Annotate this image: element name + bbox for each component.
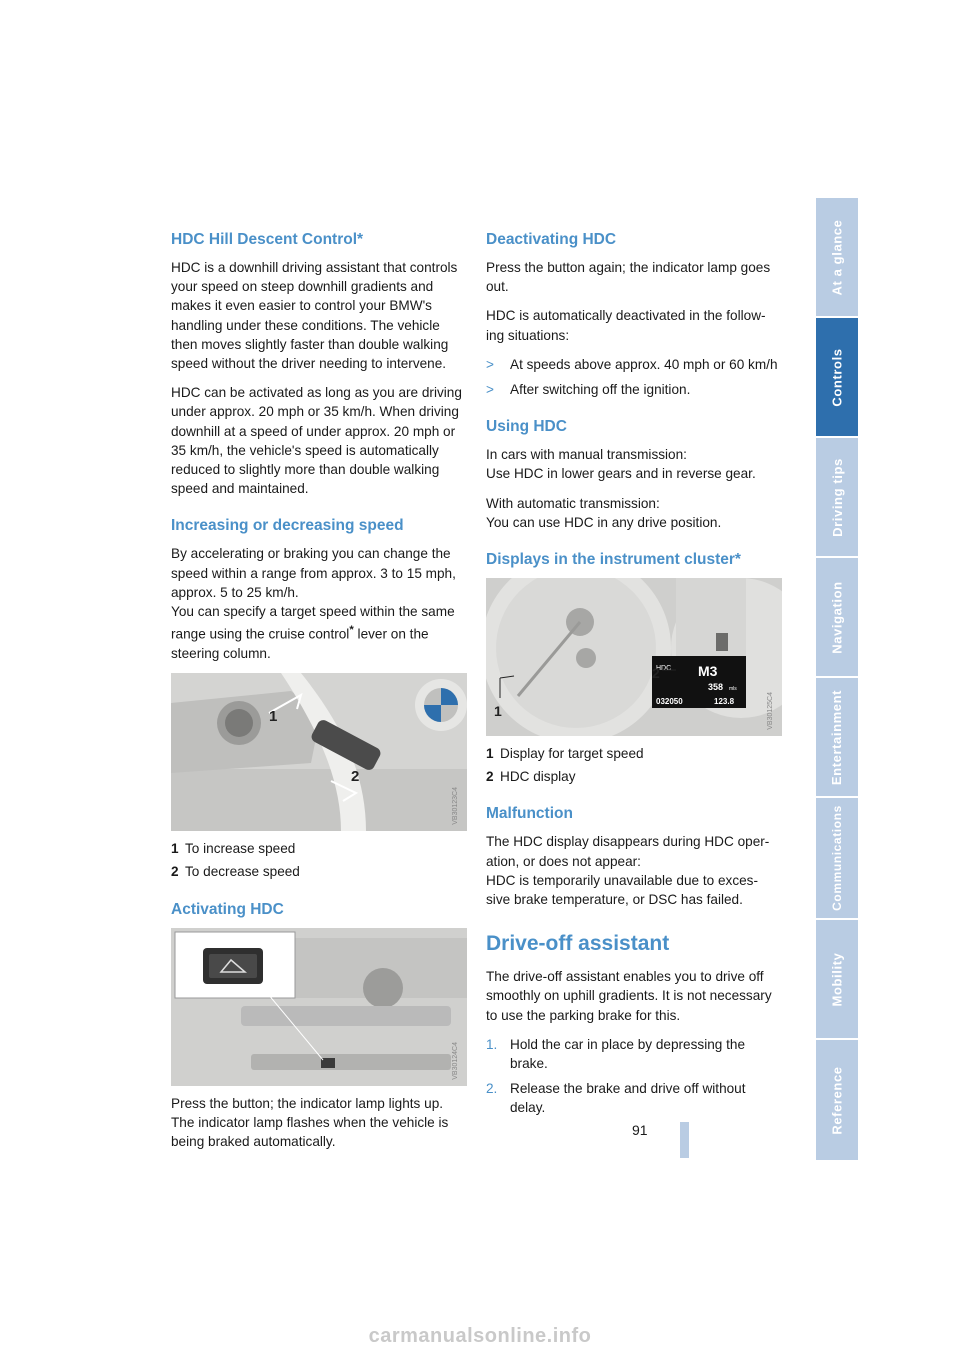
tab-navigation[interactable] — [816, 558, 858, 676]
legend-number: 1 — [171, 841, 179, 857]
step-item — [486, 1079, 782, 1117]
screen-trip: 123.8 — [714, 697, 735, 707]
using-paragraph-2 — [486, 494, 782, 532]
svg-text:1: 1 — [269, 708, 278, 726]
hdc-button-figure — [171, 928, 467, 1086]
tab-at-a-glance[interactable] — [816, 198, 858, 316]
step-item — [486, 1035, 782, 1073]
steering-column-lever-figure — [171, 673, 467, 831]
legend-text: Display for target speed — [500, 746, 644, 762]
legend-text: To decrease speed — [185, 864, 300, 880]
using-text-d: You can use HDC in any drive position. — [486, 514, 722, 530]
center-console-illustration — [171, 928, 467, 1086]
hdc-paragraph-1: HDC is a downhill driving assistant that controls your speed on steep downhill gradients and makes it even easier to control your BMW's handling under these conditions. The vehicle then moves slightly faster than double walking speed without the driver needing to intervene. — [171, 260, 458, 372]
speed-text-a: By accelerating or braking you can change the speed within a range from approx. 3 to 15 mph, approx. 5 to 25 km/h. — [171, 546, 456, 600]
legend-item — [171, 839, 467, 858]
using-title: Using HDC — [486, 418, 567, 436]
fig3-legend — [486, 744, 782, 786]
using-paragraph-1 — [486, 445, 782, 483]
tab-communications[interactable] — [816, 798, 858, 918]
tab-driving-tips[interactable] — [816, 438, 858, 556]
legend-text: To increase speed — [185, 841, 296, 857]
screen-unit: mls — [729, 686, 737, 693]
step-text: Release the brake and drive off without delay. — [510, 1081, 746, 1116]
deactivating-title: Deactivating HDC — [486, 231, 617, 248]
tab-label: At a glance — [829, 219, 845, 295]
using-text-c: With automatic transmission: — [486, 495, 660, 511]
tab-label: Driving tips — [829, 457, 845, 537]
screen-badge: HDC — [656, 665, 672, 673]
right-column — [486, 230, 782, 1124]
tab-label: Navigation — [829, 580, 845, 654]
tab-label: Entertainment — [829, 689, 845, 785]
hdc-paragraph-2: HDC can be activated as long as you are driving under approx. 20 mph or 35 km/h. When driving downhill at a speed of under approx. 20 mph or 35 km/h, the vehicle's speed is automatically reduced to slightly more than double walking speed and maintained. — [171, 385, 462, 497]
callout-2: 2 — [652, 665, 660, 682]
legend-number: 2 — [486, 769, 494, 785]
legend-text: HDC display — [500, 769, 576, 785]
tab-controls[interactable] — [816, 318, 858, 436]
figure-code: VB30123C4 — [451, 787, 459, 826]
instrument-cluster-figure — [486, 578, 782, 736]
bullet-text: After switching off the ignition. — [510, 382, 691, 398]
callout-1: 1 — [494, 703, 502, 720]
watermark: carmanualsonline.info — [368, 1325, 592, 1347]
bullet-mark: > — [486, 382, 494, 398]
deactivating-paragraph-1: Press the button again; the indicator lamp goes out. — [486, 260, 771, 295]
tab-mobility[interactable] — [816, 920, 858, 1038]
legend-item — [486, 767, 782, 786]
screen-gear: M3 — [698, 663, 718, 680]
malfunction-title: Malfunction — [486, 805, 573, 823]
speed-text-c: lever on the steering column. — [171, 626, 429, 661]
page-marker — [680, 1122, 689, 1158]
step-number: 2. — [486, 1081, 498, 1097]
activating-title: Activating HDC — [171, 900, 284, 918]
speed-text-b: You can specify a target speed within the same range using the cruise control — [171, 604, 455, 642]
instrument-cluster-illustration — [486, 578, 782, 736]
tab-label: Mobility — [829, 952, 845, 1006]
steering-lever-illustration — [171, 673, 467, 831]
screen-odometer: 032050 — [656, 697, 683, 707]
tab-label: Communications — [830, 805, 844, 911]
tab-entertainment[interactable] — [816, 678, 858, 796]
malfunction-text-b: HDC is temporarily unavailable due to exces-sive brake temperature, or DSC has failed. — [486, 872, 758, 908]
malfunction-text-a: The HDC display disappears during HDC oper-ation, or does not appear: — [486, 834, 770, 869]
driveoff-paragraph: The drive-off assistant enables you to drive off smoothly on uphill gradients. It is not necessary to use the parking brake for this. — [486, 969, 772, 1023]
step-text: Hold the car in place by depressing the brake. — [510, 1036, 746, 1072]
bullet-mark: > — [486, 356, 494, 372]
using-text-a: In cars with manual transmission: — [486, 447, 687, 463]
figure-code: VB30125C4 — [766, 692, 774, 731]
deactivating-paragraph-2: HDC is automatically deactivated in the follow-ing situations: — [486, 308, 766, 343]
legend-item — [486, 744, 782, 763]
displays-title: Displays in the instrument cluster* — [486, 551, 741, 569]
legend-number: 1 — [486, 746, 494, 762]
bullet-text: At speeds above approx. 40 mph or 60 km/h — [510, 356, 778, 372]
tab-reference[interactable] — [816, 1040, 858, 1160]
fig1-legend — [171, 839, 467, 881]
driveoff-title: Drive-off assistant — [486, 932, 670, 956]
tab-label: Reference — [829, 1065, 845, 1135]
activating-paragraph — [171, 1094, 467, 1152]
tab-label: Controls — [829, 347, 845, 407]
page-number: 91 — [632, 1122, 648, 1138]
step-number: 1. — [486, 1036, 498, 1052]
left-column — [171, 230, 467, 1161]
activating-text-b: The indicator lamp flashes when the vehicle is being braked automatically. — [171, 1114, 449, 1149]
bullet-item — [486, 355, 782, 374]
bullet-item — [486, 380, 782, 399]
legend-item — [171, 862, 467, 881]
hdc-title: HDC Hill Descent Control* — [171, 231, 364, 248]
using-text-b: Use HDC in lower gears and in reverse gear. — [486, 466, 756, 482]
chapter-tabs — [816, 198, 858, 1160]
speed-paragraph — [171, 544, 467, 663]
activating-text-a: Press the button; the indicator lamp lights up. — [171, 1095, 444, 1111]
legend-number: 2 — [171, 864, 179, 880]
screen-speed: 358 — [708, 682, 724, 693]
svg-text:2: 2 — [351, 768, 360, 786]
malfunction-paragraph — [486, 832, 782, 909]
speed-title: Increasing or decreasing speed — [171, 517, 404, 535]
star-mark: * — [349, 624, 354, 637]
figure-code: VB30124C4 — [451, 1041, 459, 1080]
